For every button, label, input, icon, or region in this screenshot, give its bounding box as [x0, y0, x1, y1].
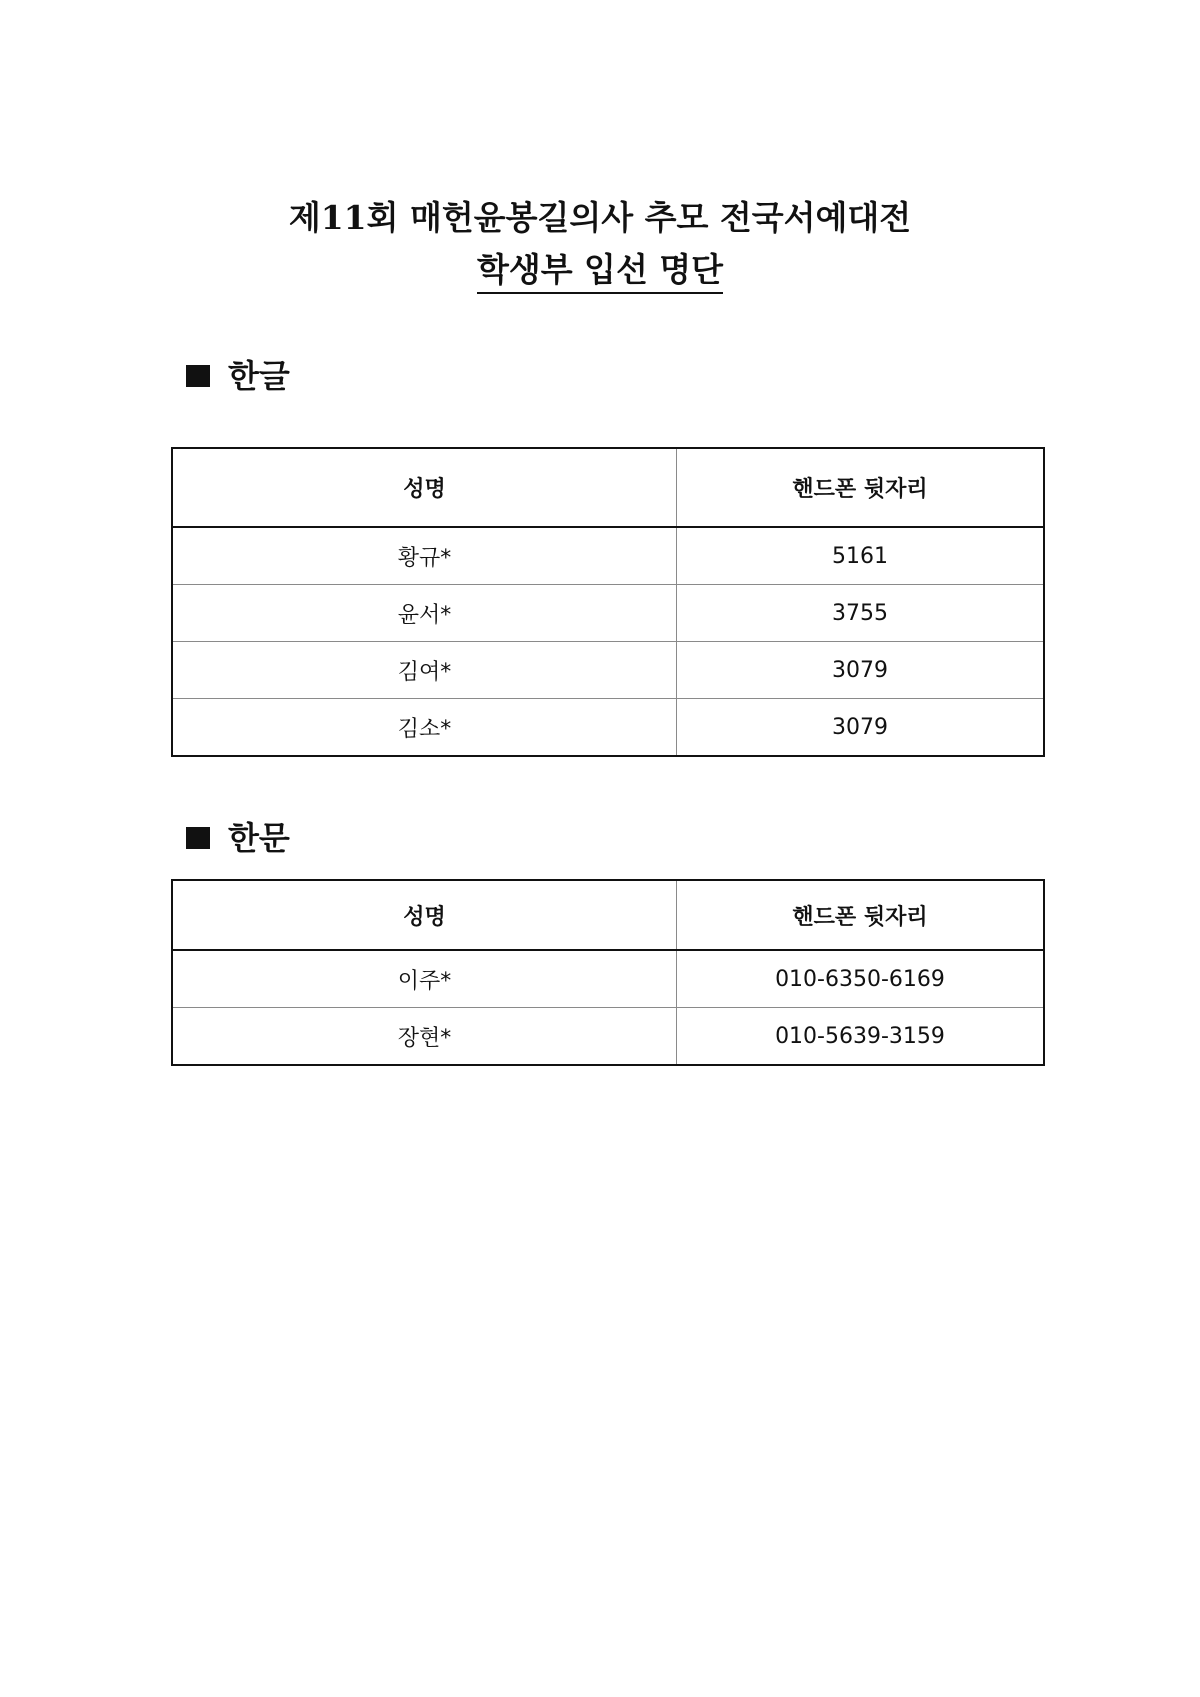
- document-title: [0, 196, 1200, 294]
- table-row: [172, 585, 1044, 642]
- cell-name: 김여*: [172, 642, 677, 699]
- cell-name: 이주*: [172, 950, 677, 1008]
- table-row: [172, 1008, 1044, 1066]
- table-header-row: [172, 880, 1044, 950]
- title-line-2: 학생부 입선 명단: [477, 248, 723, 294]
- section-heading-label: 한글: [228, 357, 290, 395]
- title-line-1: 제11회 매헌윤봉길의사 추모 전국서예대전: [288, 198, 912, 237]
- cell-phone: 3079: [677, 642, 1045, 699]
- cell-phone: 3079: [677, 699, 1045, 757]
- table-row: [172, 950, 1044, 1008]
- black-square-icon: [186, 827, 210, 849]
- black-square-icon: [186, 365, 210, 387]
- cell-name: 황규*: [172, 527, 677, 585]
- column-header-name: 성명: [172, 880, 677, 950]
- section-heading-hanmun: [186, 818, 290, 858]
- cell-name: 윤서*: [172, 585, 677, 642]
- roster-table-hangul: [171, 447, 1045, 757]
- table-header-row: [172, 448, 1044, 527]
- column-header-phone: 핸드폰 뒷자리: [677, 880, 1045, 950]
- cell-name: 김소*: [172, 699, 677, 757]
- section-heading-label: 한문: [228, 819, 290, 857]
- table-row: [172, 527, 1044, 585]
- cell-phone: 5161: [832, 543, 888, 569]
- column-header-name: 성명: [172, 448, 677, 527]
- section-heading-hangul: [186, 356, 290, 396]
- column-header-phone: 핸드폰 뒷자리: [677, 448, 1045, 527]
- cell-phone: 010-6350-6169: [775, 966, 945, 992]
- cell-name: 장현*: [172, 1008, 677, 1066]
- table-row: [172, 642, 1044, 699]
- cell-phone: 010-5639-3159: [677, 1008, 1045, 1066]
- table-row: [172, 699, 1044, 757]
- cell-phone: 3755: [677, 585, 1045, 642]
- roster-table-hanmun: [171, 879, 1045, 1066]
